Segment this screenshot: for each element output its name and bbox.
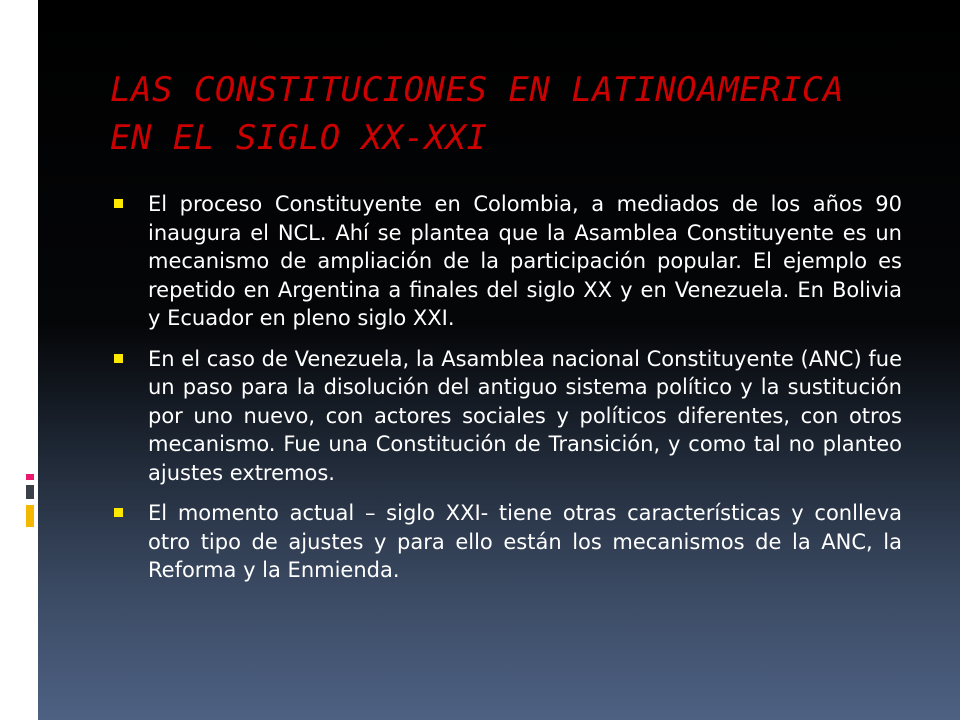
bullet-item xyxy=(148,190,902,333)
slide-title-line-1: LAS CONSTITUCIONES EN LATINOAMERICA xyxy=(110,70,844,110)
accent-bar-yellow xyxy=(26,505,34,527)
accent-bar-dark xyxy=(26,485,34,499)
slide-title xyxy=(110,66,930,162)
slide xyxy=(38,0,960,720)
square-bullet-icon xyxy=(114,199,123,208)
left-margin-strip xyxy=(0,0,38,720)
accent-bar-pink xyxy=(26,474,34,480)
square-bullet-icon xyxy=(114,354,123,363)
bullet-list xyxy=(148,190,902,597)
square-bullet-icon xyxy=(114,508,123,517)
bullet-text: En el caso de Venezuela, la Asamblea nacional Constituyente (ANC) fue un paso para la disolución del antiguo sistema político y la sustitución por uno nuevo, con actores sociales y políticos diferentes, con otros mecanismo. Fue una Constitución de Transición, y como tal no planteo ajustes extremos. xyxy=(148,346,902,485)
slide-title-line-2: EN EL SIGLO XX-XXI xyxy=(110,118,488,158)
bullet-text: El proceso Constituyente en Colombia, a mediados de los años 90 inaugura el NCL. Ahí se plantea que la Asamblea Constituyente es un mecanismo de ampliación de la participación popular. El ejemplo es repetido en Argentina a finales del siglo XX y en Venezuela. En Bolivia y Ecuador en pleno siglo XXI. xyxy=(148,192,902,330)
bullet-item xyxy=(148,345,902,488)
bullet-text: El momento actual – siglo XXI- tiene otras características y conlleva otro tipo de ajustes y para ello están los mecanismos de la ANC, la Reforma y la Enmienda. xyxy=(148,501,902,582)
bullet-item xyxy=(148,499,902,585)
